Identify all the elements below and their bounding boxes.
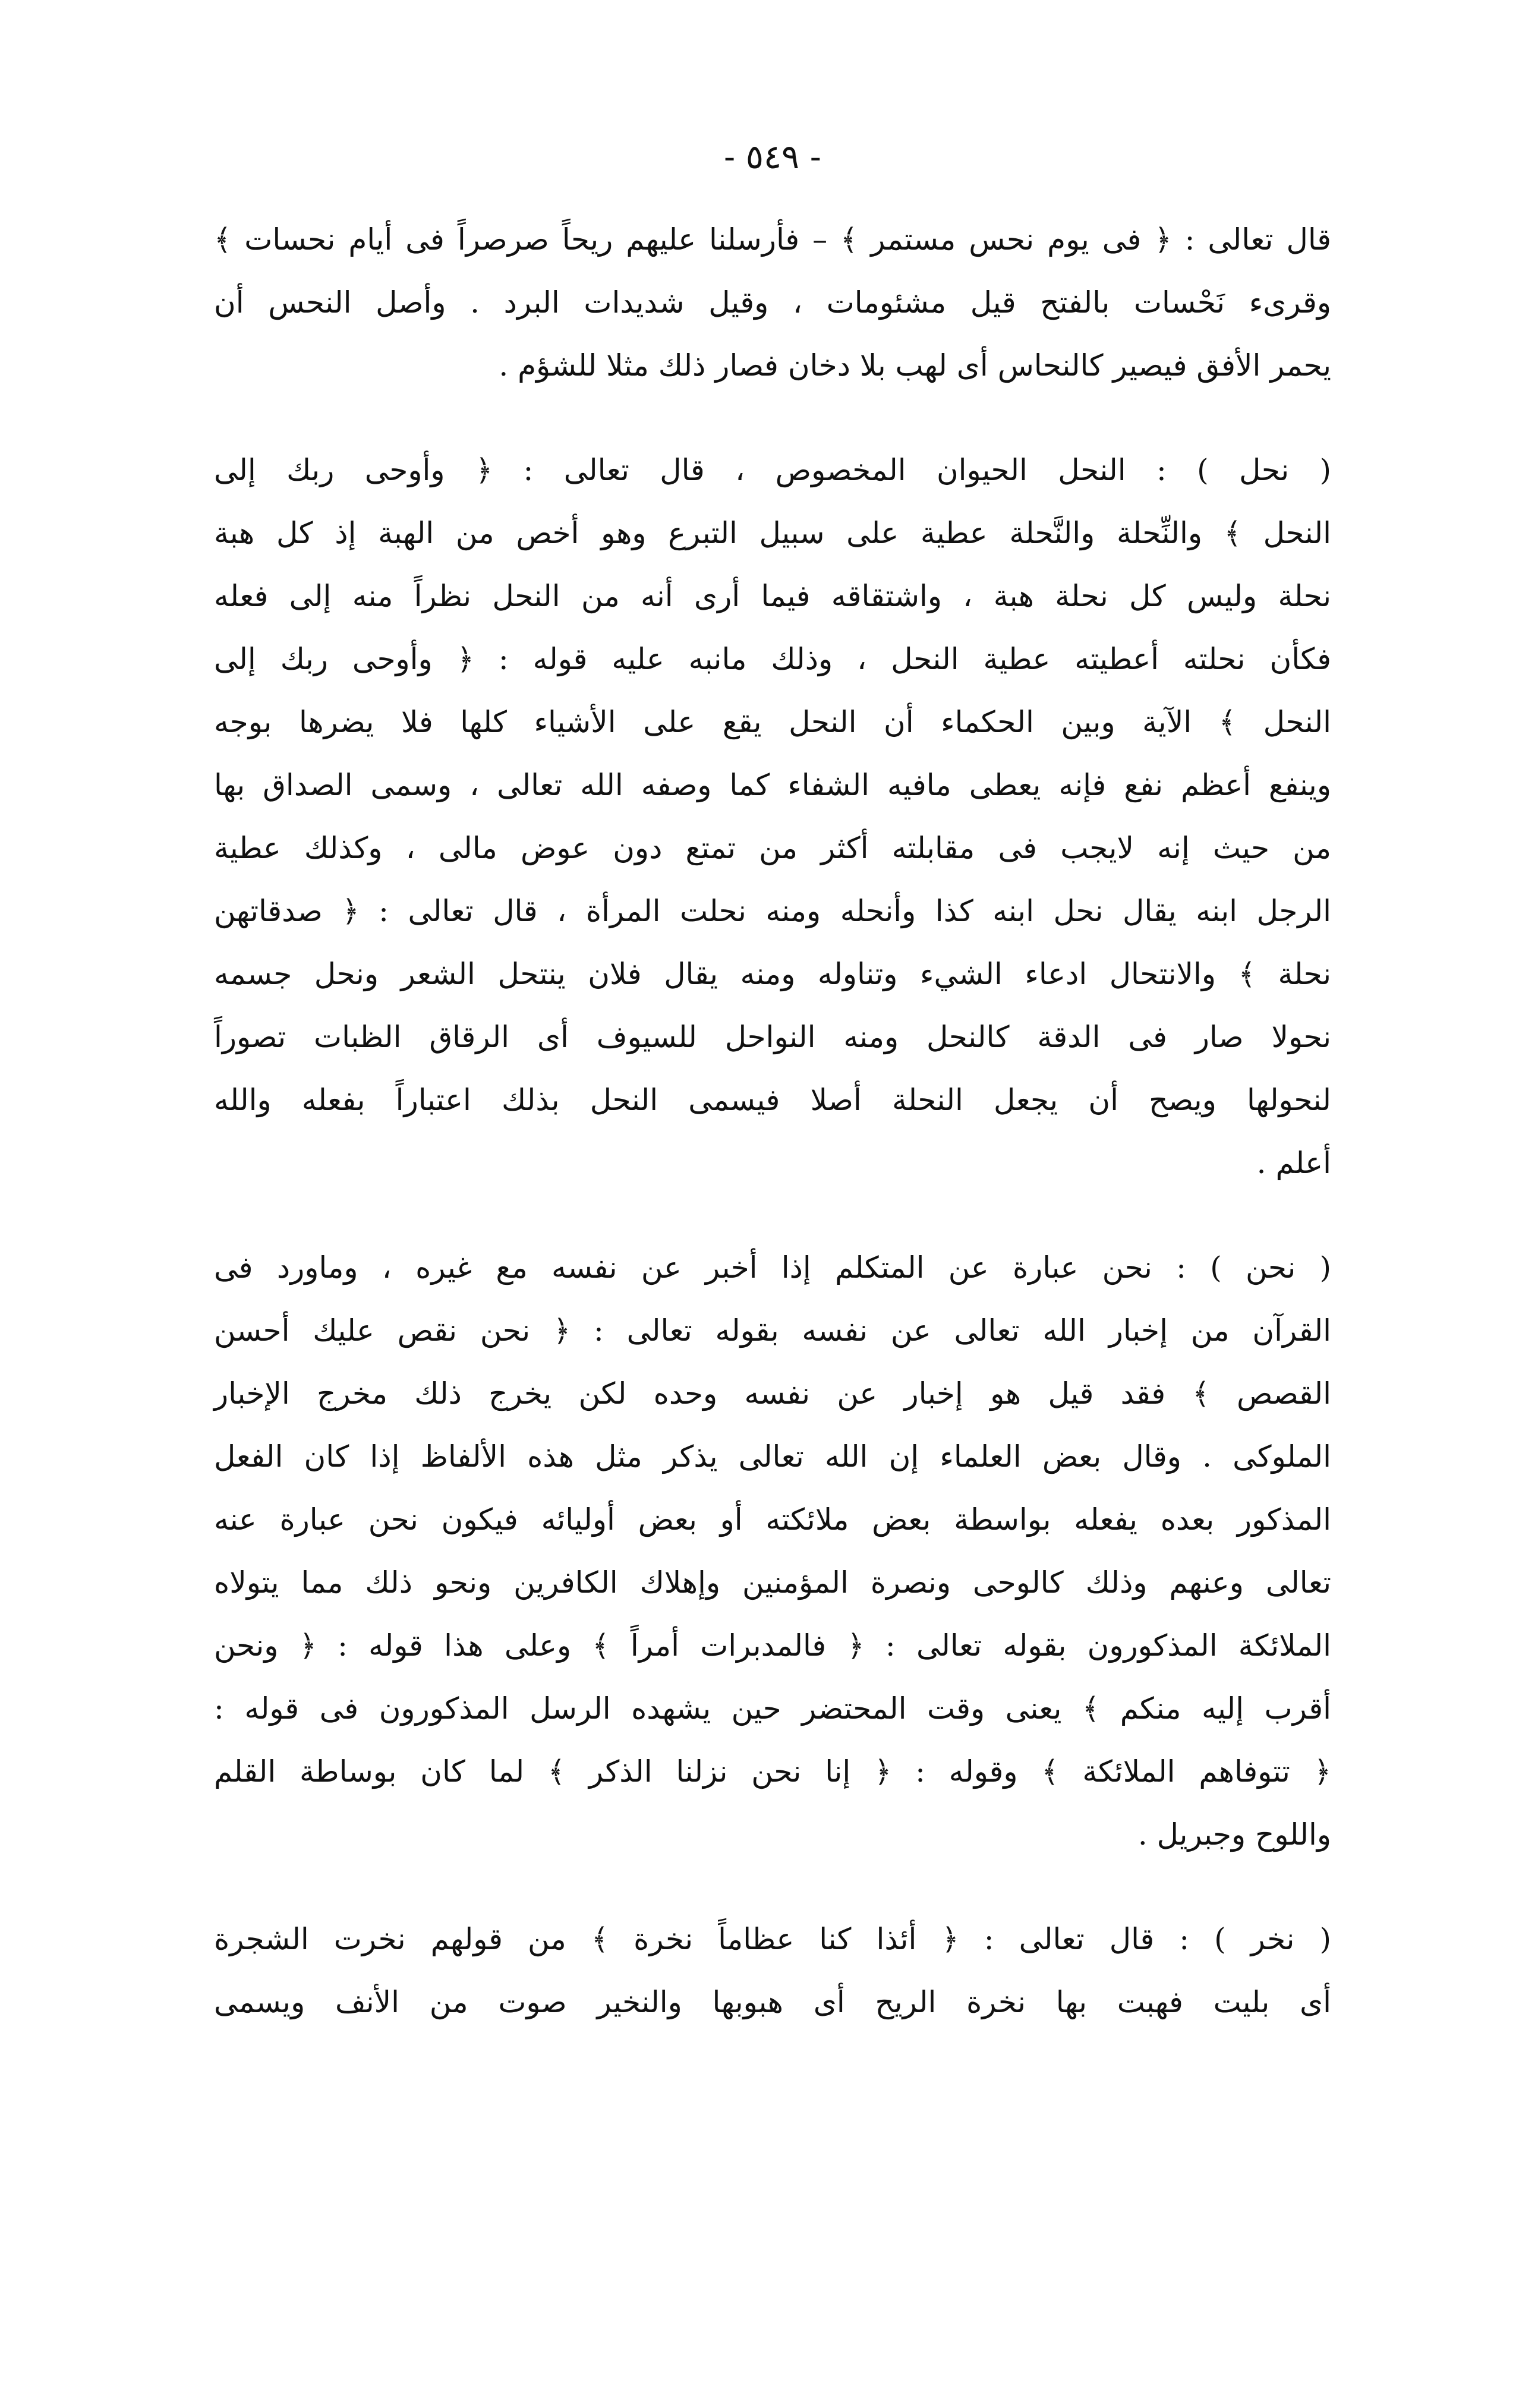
page-body xyxy=(214,208,1331,2034)
text-line: المذكور بعده يفعله بواسطة بعض ملائكته أو بعض أوليائه فيكون نحن عبارة عنه xyxy=(214,1502,1331,1537)
entry-heading-line: ( نحن ) : نحن عبارة عن المتكلم إذا أخبر عن نفسه مع غيره ، وماورد فى xyxy=(214,1250,1331,1285)
text-line: تعالى وعنهم وذلك كالوحى ونصرة المؤمنين وإهلاك الكافرين ونحو ذلك مما يتولاه xyxy=(214,1565,1331,1600)
paragraph-nakhar xyxy=(214,1908,1331,2034)
text-line: أقرب إليه منكم ﴾ يعنى وقت المحتضر حين يشهده الرسل المذكورون فى قوله : xyxy=(214,1691,1331,1726)
paragraph-gap xyxy=(214,1194,1331,1236)
text-line: نحولا صار فى الدقة كالنحل ومنه النواحل للسيوف أى الرقاق الظبات تصوراً xyxy=(214,1020,1331,1054)
text-line: القرآن من إخبار الله تعالى عن نفسه بقوله تعالى : ﴿ نحن نقص عليك أحسن xyxy=(214,1313,1331,1348)
text-line: الملائكة المذكورون بقوله تعالى : ﴿ فالمدبرات أمراً ﴾ وعلى هذا قوله : ﴿ ونحن xyxy=(214,1628,1331,1663)
text-line: وينفع أعظم نفع فإنه يعطى مافيه الشفاء كما وصفه الله تعالى ، وسمى الصداق بها xyxy=(214,768,1331,802)
entry-heading-line: ( نخر ) : قال تعالى : ﴿ أئذا كنا عظاماً نخرة ﴾ من قولهم نخرت الشجرة xyxy=(214,1922,1331,1956)
paragraph-nahnu xyxy=(214,1236,1331,1866)
paragraph-nahl xyxy=(214,439,1331,1194)
text-line: النحل ﴾ الآية وبين الحكماء أن النحل يقع على الأشياء كلها فلا يضرها بوجه xyxy=(214,705,1331,739)
paragraph-gap xyxy=(214,397,1331,439)
text-line: النحل ﴾ والنِّحلة والنَّحلة عطية على سبيل التبرع وهو أخص من الهبة إذ كل هبة xyxy=(214,516,1331,550)
text-line: الرجل ابنه يقال نحل ابنه كذا وأنحله ومنه نحلت المرأة ، قال تعالى : ﴿ صدقاتهن xyxy=(214,894,1331,928)
text-line: ﴿ تتوفاهم الملائكة ﴾ وقوله : ﴿ إنا نحن نزلنا الذكر ﴾ لما كان بوساطة القلم xyxy=(214,1754,1331,1789)
page-number: - ٥٤٩ - xyxy=(724,138,821,176)
text-line: قال تعالى : ﴿ فى يوم نحس مستمر ﴾ – فأرسلنا عليهم ريحاً صرصراً فى أيام نحسات ﴾ xyxy=(214,222,1331,257)
text-line: من حيث إنه لايجب فى مقابلته أكثر من تمتع دون عوض مالى ، وكذلك عطية xyxy=(214,831,1331,865)
text-line: الملوكى . وقال بعض العلماء إن الله تعالى يذكر مثل هذه الألفاظ إذا كان الفعل xyxy=(214,1439,1331,1474)
text-line: لنحولها ويصح أن يجعل النحلة أصلا فيسمى النحل بذلك اعتباراً بفعله والله xyxy=(214,1083,1331,1117)
text-line: فكأن نحلته أعطيته عطية النحل ، وذلك مانبه عليه قوله : ﴿ وأوحى ربك إلى xyxy=(214,642,1331,676)
entry-heading-line: ( نحل ) : النحل الحيوان المخصوص ، قال تعالى : ﴿ وأوحى ربك إلى xyxy=(214,453,1331,487)
text-line: أعلم . xyxy=(1256,1146,1331,1180)
text-line: نحلة ﴾ والانتحال ادعاء الشيء وتناوله ومنه يقال فلان ينتحل الشعر ونحل جسمه xyxy=(214,957,1331,991)
text-line: أى بليت فهبت بها نخرة الريح أى هبوبها والنخير صوت من الأنف ويسمى xyxy=(214,1985,1331,2019)
text-line: نحلة وليس كل نحلة هبة ، واشتقاقه فيما أرى أنه من النحل نظراً منه إلى فعله xyxy=(214,579,1331,613)
paragraph-nahs-continued xyxy=(214,208,1331,397)
paragraph-gap xyxy=(214,1866,1331,1908)
text-line: واللوح وجبريل . xyxy=(1137,1817,1331,1852)
text-line: القصص ﴾ فقد قيل هو إخبار عن نفسه وحده لكن يخرج ذلك مخرج الإخبار xyxy=(214,1376,1331,1411)
book-page xyxy=(214,119,1331,2318)
text-line: يحمر الأفق فيصير كالنحاس أى لهب بلا دخان فصار ذلك مثلا للشؤم . xyxy=(499,348,1331,383)
text-line: وقرىء نَحْسات بالفتح قيل مشئومات ، وقيل شديدات البرد . وأصل النحس أن xyxy=(214,285,1331,320)
